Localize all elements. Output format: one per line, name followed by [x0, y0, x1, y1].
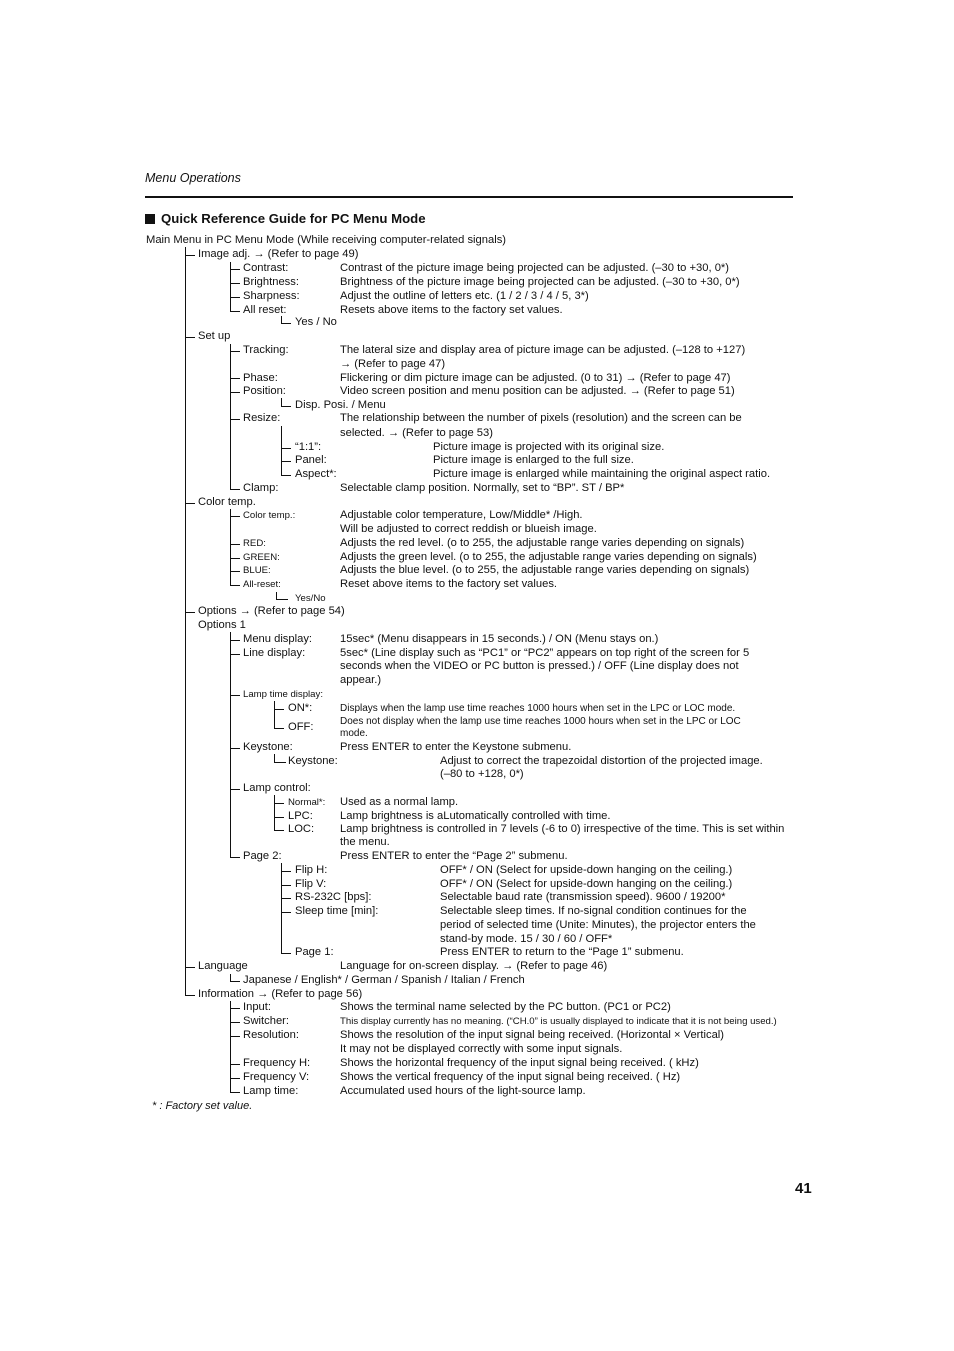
menu-item-label: Options 1: [198, 619, 246, 631]
menu-item-description: Lamp brightness is controlled in 7 levels (-6 to 0) irrespective of the time. This is set within: [340, 823, 785, 835]
menu-item-description: Brightness of the picture image being projected can be adjusted. (–30 to +30, 0*): [340, 276, 740, 288]
menu-item-description: Selectable clamp position. Normally, set to “BP”. ST / BP*: [340, 482, 625, 494]
menu-item-description: OFF* / ON (Select for upside-down hanging on the ceiling.): [440, 878, 733, 890]
menu-item-description: seconds when the VIDEO or PC button is pressed.) / OFF (Line display does not: [340, 660, 739, 672]
menu-item-label: Lamp time:: [243, 1085, 299, 1097]
header-rule: [145, 196, 793, 198]
menu-item-label: Input:: [243, 1001, 271, 1013]
menu-item-description: Resets above items to the factory set values.: [340, 304, 563, 316]
footnote: * : Factory set value.: [152, 1100, 253, 1112]
menu-item-label: Keystone:: [288, 755, 338, 767]
menu-item-label: Set up: [198, 330, 231, 342]
menu-item-description: Reset above items to the factory set values.: [340, 578, 558, 590]
menu-item-label: Color temp.:: [243, 510, 296, 521]
menu-item-description: Language for on-screen display. → (Refer to page 46): [340, 960, 608, 972]
menu-item-label: Frequency H:: [243, 1057, 311, 1069]
menu-item-label: Language: [198, 960, 248, 972]
menu-item-label: RS-232C [bps]:: [295, 891, 372, 903]
menu-item-description: Video screen position and menu position can be adjusted. → (Refer to page 51): [340, 385, 735, 397]
menu-item-label: Phase:: [243, 372, 278, 384]
menu-item-description: OFF* / ON (Select for upside-down hanging on the ceiling.): [440, 864, 733, 876]
menu-item-label: Image adj. → (Refer to page 49): [198, 248, 359, 260]
menu-item-label: Resize:: [243, 412, 281, 424]
menu-item-description: The lateral size and display area of picture image can be adjusted. (–128 to +127): [340, 344, 746, 356]
menu-item-description: Shows the resolution of the input signal being received. (Horizontal × Vertical): [340, 1029, 725, 1041]
menu-item-description: Adjustable color temperature, Low/Middle* /High.: [340, 509, 583, 521]
menu-item-description: period of selected time (Unite: Minutes), the projector enters the: [440, 919, 756, 931]
menu-item-label: ON*:: [288, 702, 313, 714]
menu-item-label: Brightness:: [243, 276, 299, 288]
menu-item-label: Menu display:: [243, 633, 313, 645]
menu-item-label: “1:1”:: [295, 441, 322, 453]
menu-item-description: Adjust the outline of letters etc. (1 / 2 / 3 / 4 / 5, 3*): [340, 290, 589, 302]
menu-item-label: OFF:: [288, 721, 314, 733]
menu-item-label: Page 1:: [295, 946, 334, 958]
menu-item-label: LOC:: [288, 823, 315, 835]
menu-item-label: Yes / No: [295, 316, 337, 328]
menu-item-label: Lamp time display:: [243, 689, 323, 700]
menu-item-description: Displays when the lamp use time reaches 1000 hours when set in the LPC or LOC mode.: [340, 703, 736, 714]
menu-item-description: 5sec* (Line display such as “PC1” or “PC2” appears on top right of the screen for 5: [340, 647, 750, 659]
menu-item-description: Shows the terminal name selected by the PC button. (PC1 or PC2): [340, 1001, 671, 1013]
menu-item-description: selected. → (Refer to page 53): [340, 427, 493, 439]
menu-item-description: Flickering or dim picture image can be adjusted. (0 to 31) → (Refer to page 47): [340, 372, 731, 384]
menu-item-label: All-reset:: [243, 579, 281, 590]
menu-item-label: All reset:: [243, 304, 287, 316]
menu-item-description: mode.: [340, 728, 368, 739]
menu-item-label: BLUE:: [243, 565, 271, 576]
menu-item-description: Press ENTER to enter the Keystone submenu.: [340, 741, 572, 753]
menu-item-description: Shows the horizontal frequency of the input signal being received. ( kHz): [340, 1057, 699, 1069]
menu-item-description: 15sec* (Menu disappears in 15 seconds.) / ON (Menu stays on.): [340, 633, 659, 645]
menu-item-description: → (Refer to page 47): [340, 358, 446, 370]
menu-item-label: Yes/No: [295, 593, 326, 604]
page-number: 41: [795, 1180, 812, 1197]
menu-item-label: GREEN:: [243, 552, 280, 563]
menu-item-description: Shows the vertical frequency of the input signal being received. ( Hz): [340, 1071, 681, 1083]
menu-item-label: Color temp.: [198, 496, 256, 508]
menu-item-label: Information → (Refer to page 56): [198, 988, 363, 1000]
menu-item-label: Flip V:: [295, 878, 327, 890]
menu-item-description: Adjusts the red level. (o to 255, the adjustable range varies depending on signals): [340, 537, 745, 549]
square-bullet-icon: [145, 214, 155, 224]
menu-item-description: The relationship between the number of pixels (resolution) and the screen can be: [340, 412, 742, 424]
menu-item-label: Sharpness:: [243, 290, 300, 302]
menu-item-description: Adjusts the blue level. (o to 255, the adjustable range varies depending on signals): [340, 564, 750, 576]
menu-item-label: Line display:: [243, 647, 306, 659]
menu-item-label: Resolution:: [243, 1029, 299, 1041]
menu-item-label: Normal*:: [288, 797, 326, 808]
menu-item-description: Selectable baud rate (transmission speed). 9600 / 19200*: [440, 891, 726, 903]
menu-item-description: Accumulated used hours of the light-source lamp.: [340, 1085, 586, 1097]
menu-item-label: Position:: [243, 385, 286, 397]
menu-item-label: Switcher:: [243, 1015, 290, 1027]
menu-item-label: Panel:: [295, 454, 327, 466]
menu-item-description: Adjust to correct the trapezoidal distortion of the projected image.: [440, 755, 763, 767]
menu-item-description: Used as a normal lamp.: [340, 796, 459, 808]
menu-item-label: Clamp:: [243, 482, 279, 494]
menu-item-label: LPC:: [288, 810, 313, 822]
menu-item-description: the menu.: [340, 836, 390, 848]
menu-item-description: Press ENTER to enter the “Page 2” submenu.: [340, 850, 568, 862]
menu-item-label: Japanese / English* / German / Spanish / Italian / French: [243, 974, 525, 986]
menu-item-label: Frequency V:: [243, 1071, 310, 1083]
menu-item-label: RED:: [243, 538, 266, 549]
section-title-text: Quick Reference Guide for PC Menu Mode: [161, 211, 426, 226]
menu-item-label: Sleep time [min]:: [295, 905, 379, 917]
menu-item-description: Does not display when the lamp use time reaches 1000 hours when set in the LPC or LOC: [340, 716, 741, 727]
menu-item-description: appear.): [340, 674, 382, 686]
menu-item-label: Tracking:: [243, 344, 289, 356]
menu-item-description: Picture image is projected with its original size.: [433, 441, 665, 453]
menu-item-description: It may not be displayed correctly with some input signals.: [340, 1043, 623, 1055]
menu-item-description: Picture image is enlarged while maintaining the original aspect ratio.: [433, 468, 771, 480]
menu-item-description: stand-by mode. 15 / 30 / 60 / OFF*: [440, 933, 613, 945]
menu-item-description: Press ENTER to return to the “Page 1” submenu.: [440, 946, 684, 958]
menu-item-description: Selectable sleep times. If no-signal condition continues for the: [440, 905, 747, 917]
menu-item-description: Lamp brightness is aLutomatically controlled with time.: [340, 810, 611, 822]
intro-text: Main Menu in PC Menu Mode (While receiving computer-related signals): [146, 234, 507, 246]
menu-item-label: Page 2:: [243, 850, 282, 862]
menu-item-label: Lamp control:: [243, 782, 311, 794]
menu-item-label: Disp. Posi. / Menu: [295, 399, 386, 411]
menu-item-label: Flip H:: [295, 864, 328, 876]
menu-item-label: Contrast:: [243, 262, 289, 274]
section-title: [145, 211, 426, 226]
menu-item-description: (–80 to +128, 0*): [440, 768, 524, 780]
menu-item-description: Contrast of the picture image being projected can be adjusted. (–30 to +30, 0*): [340, 262, 730, 274]
menu-item-description: Will be adjusted to correct reddish or blueish image.: [340, 523, 597, 535]
menu-item-description: This display currently has no meaning. (“CH.0” is usually displayed to indicate that it is not being used.): [340, 1016, 777, 1027]
menu-item-label: Options → (Refer to page 54): [198, 605, 345, 617]
running-header: Menu Operations: [145, 171, 241, 185]
menu-item-label: Aspect*:: [295, 468, 337, 480]
menu-item-description: Adjusts the green level. (o to 255, the adjustable range varies depending on signals): [340, 551, 757, 563]
menu-item-label: Keystone:: [243, 741, 293, 753]
menu-item-description: Picture image is enlarged to the full size.: [433, 454, 634, 466]
